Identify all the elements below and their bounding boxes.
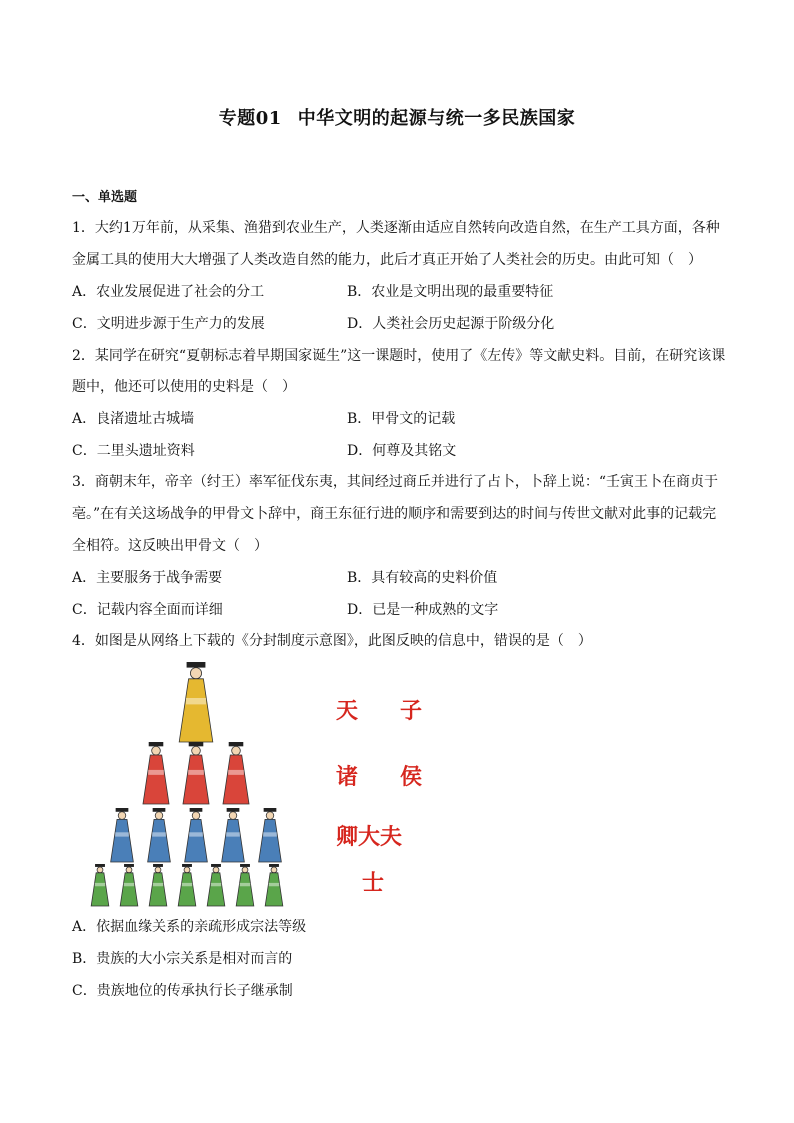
shi-figure	[236, 864, 254, 906]
q3-stem-line2: 亳。”在有关这场战争的甲骨文卜辞中，商王东征行进的顺序和需要到达的时间与传世文献对此事的记载完	[72, 506, 717, 522]
enfeoffment-diagram	[86, 660, 306, 910]
q2-option-d: D．何尊及其铭文	[347, 443, 457, 459]
shi-figure	[91, 864, 109, 906]
zhuhou-figure	[143, 742, 169, 804]
shi-figure	[149, 864, 167, 906]
title-number: 专题01	[218, 108, 282, 129]
rank-shi: 士	[362, 870, 395, 896]
shi-figure	[207, 864, 225, 906]
q1-option-c: C．文明进步源于生产力的发展	[72, 316, 265, 332]
q1-option-d: D．人类社会历史起源于阶级分化	[347, 316, 555, 332]
zhuhou-figure	[223, 742, 249, 804]
q1-stem-line1: 1．大约1万年前，从采集、渔猎到农业生产，人类逐渐由适应自然转向改造自然，在生产工具方面，各种	[72, 220, 720, 236]
q4-stem-line1: 4．如图是从网络上下载的《分封制度示意图》，此图反映的信息中，错误的是（ ）	[72, 633, 592, 649]
shi-figure	[265, 864, 283, 906]
title-text: 中华文明的起源与统一多民族国家	[297, 108, 576, 129]
q2-stem-line2: 题中，他还可以使用的史料是（ ）	[72, 379, 296, 395]
q3-stem-line1: 3．商朝末年，帝辛（纣王）率军征伐东夷，其间经过商丘并进行了占卜，卜辞上说：“壬寅王卜在商贞于	[72, 474, 719, 490]
rank-qingdafu: 卿大夫	[336, 824, 403, 850]
q1-stem-line2: 金属工具的使用大大增强了人类改造自然的能力，此后才真正开始了人类社会的历史。由此可知（ ）	[72, 252, 702, 268]
rank-zhuhou: 诸 侯	[336, 764, 433, 790]
qingdafu-figure	[185, 808, 208, 862]
q2-option-a: A．良渚遗址古城墙	[72, 411, 195, 427]
q2-option-b: B．甲骨文的记载	[347, 411, 456, 427]
zhuhou-figure	[183, 742, 209, 804]
q4-option-b: B．贵族的大小宗关系是相对而言的	[72, 951, 293, 967]
q2-stem-line1: 2．某同学在研究“夏朝标志着早期国家诞生”这一课题时，使用了《左传》等文献史料。目前，在研究该课	[72, 348, 726, 364]
q3-option-b: B．具有较高的史料价值	[347, 570, 498, 586]
qingdafu-figure	[148, 808, 171, 862]
q3-stem-line3: 全相符。这反映出甲骨文（ ）	[72, 538, 268, 554]
shi-figure	[178, 864, 196, 906]
q2-option-c: C．二里头遗址资料	[72, 443, 195, 459]
q1-option-a: A．农业发展促进了社会的分工	[72, 284, 265, 300]
section-heading: 一、单选题	[72, 190, 138, 205]
shi-figure	[120, 864, 138, 906]
qingdafu-figure	[222, 808, 245, 862]
q3-option-a: A．主要服务于战争需要	[72, 570, 223, 586]
q1-option-b: B．农业是文明出现的最重要特征	[347, 284, 554, 300]
rank-tianzi: 天 子	[336, 698, 433, 724]
tianzi-figure	[179, 662, 213, 742]
page-title	[0, 104, 794, 130]
q4-option-a: A．依据血缘关系的亲疏形成宗法等级	[72, 919, 307, 935]
q3-option-c: C．记载内容全面而详细	[72, 602, 223, 618]
qingdafu-figure	[259, 808, 282, 862]
q3-option-d: D．已是一种成熟的文字	[347, 602, 499, 618]
qingdafu-figure	[111, 808, 134, 862]
q4-option-c: C．贵族地位的传承执行长子继承制	[72, 983, 293, 999]
